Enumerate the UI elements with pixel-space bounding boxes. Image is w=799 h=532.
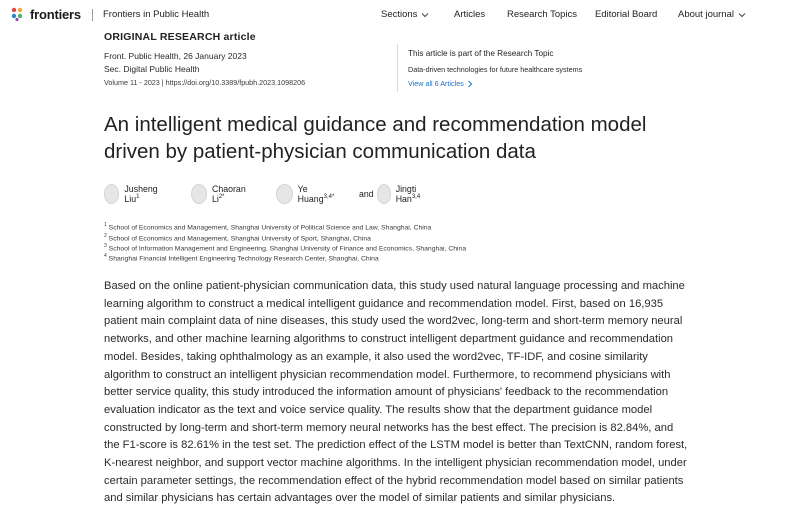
- frontiers-logo-icon: [10, 6, 26, 22]
- chevron-down-icon: [421, 12, 429, 18]
- frontiers-logo[interactable]: [10, 6, 81, 22]
- volume-doi[interactable]: Volume 11 - 2023 | https://doi.org/10.3389/fpubh.2023.1098206: [104, 78, 306, 87]
- top-navigation-bar: [0, 0, 799, 31]
- avatar: [104, 184, 119, 204]
- abstract: [104, 278, 688, 508]
- research-topic-box: [397, 44, 658, 92]
- affiliation: $^1$ School of Economics and Management, Shanghai University of Political Science and Law, Shanghai, China: [104, 222, 432, 232]
- affiliation: $^3$ School of Information Management and Engineering, Shanghai University of Finance and Economics, Shanghai, China: [104, 243, 467, 253]
- author-item[interactable]: [276, 184, 338, 204]
- avatar: [276, 184, 293, 204]
- chevron-down-icon: [738, 12, 746, 18]
- nav-research-topics-label: Research Topics: [507, 9, 578, 20]
- nav-about-journal-label: About journal: [678, 9, 734, 20]
- view-all-articles-label: View all 6 Articles: [408, 79, 464, 88]
- section-name: Sec. Digital Public Health: [104, 64, 200, 74]
- journal-date: Front. Public Health, 26 January 2023: [104, 51, 247, 61]
- nav-sections-label: Sections: [381, 9, 418, 20]
- avatar: [191, 184, 207, 204]
- author-name: Jingti Han$^{3,4}$: [395, 184, 421, 204]
- author-name: Ye Huang$^{3,4*}$: [297, 184, 335, 204]
- author-item[interactable]: [377, 184, 426, 204]
- nav-editorial-board[interactable]: [595, 9, 657, 20]
- nav-articles-label: Articles: [454, 9, 486, 20]
- author-item[interactable]: [104, 184, 162, 204]
- affiliation: $^4$ Shanghai Financial Intelligent Engineering Technology Research Center, Shanghai, China: [104, 253, 379, 263]
- author-name: Jusheng Liu$^1$: [124, 184, 158, 204]
- logo-text: frontiers: [30, 6, 81, 22]
- nav-about-journal[interactable]: [678, 9, 746, 20]
- author-name: Chaoran $Li^{2*}$: [211, 184, 246, 204]
- affiliation: $^2$ School of Economics and Management, Shanghai University of Sport, Shanghai, China: [104, 233, 371, 243]
- chevron-right-icon: [467, 80, 473, 88]
- nav-sections[interactable]: [381, 9, 429, 20]
- header-divider: [92, 9, 93, 21]
- nav-research-topics[interactable]: [507, 9, 577, 20]
- journal-name-link[interactable]: Frontiers in Public Health: [103, 9, 210, 20]
- nav-articles[interactable]: [454, 9, 485, 20]
- research-topic-heading: This article is part of the Research Topic: [408, 49, 554, 58]
- article-title: An intelligent medical guidance and recommendation model driven by patient-physician communication data: [104, 113, 647, 163]
- authors-and: and: [359, 189, 374, 199]
- article-type: ORIGINAL RESEARCH article: [104, 31, 256, 43]
- author-item[interactable]: [191, 184, 250, 204]
- research-topic-title[interactable]: Data-driven technologies for future healthcare systems: [408, 65, 583, 74]
- view-all-articles-link[interactable]: [408, 79, 473, 88]
- avatar: [377, 184, 391, 204]
- nav-editorial-board-label: Editorial Board: [595, 9, 658, 20]
- abstract-text: Based on the online patient-physician communication data, this study used natural language processing and machine learning algorithm to construct a medical intelligent guidance and recommendation model. First, based on 16,935 patient main complaint data of nine diseases, this study used the word2vec, long-term and short-term memory neural networks, and other machine learning algorithms to construct intelligent department guidance and recommendation model. Besides, taking ophthalmology as an example, it also used the word2vec, TF-IDF, and cosine similarity algorithm to construct an intelligent physician recommendation model. Furthermore, to recommend physicians with better service quality, this study introduced the information amount of physicians' feedback to the recommendation evaluation indicator as the text and voice service quality. The results show that the department guidance model constructed by long-term and short-term memory neural networks has the best effect. The precision is 82.84%, and the F1-score is 82.61% in the test set. The prediction effect of the LSTM model is better than TextCNN, random forest, K-nearest neighbor, and support vector machine algorithms. In the intelligent physician recommendation model, under certain parameter settings, the recommendation effect of the hybrid recommendation model based on similar patients and similar physicians has certain advantages over the model of similar patients and similar physicians.: [104, 280, 688, 505]
